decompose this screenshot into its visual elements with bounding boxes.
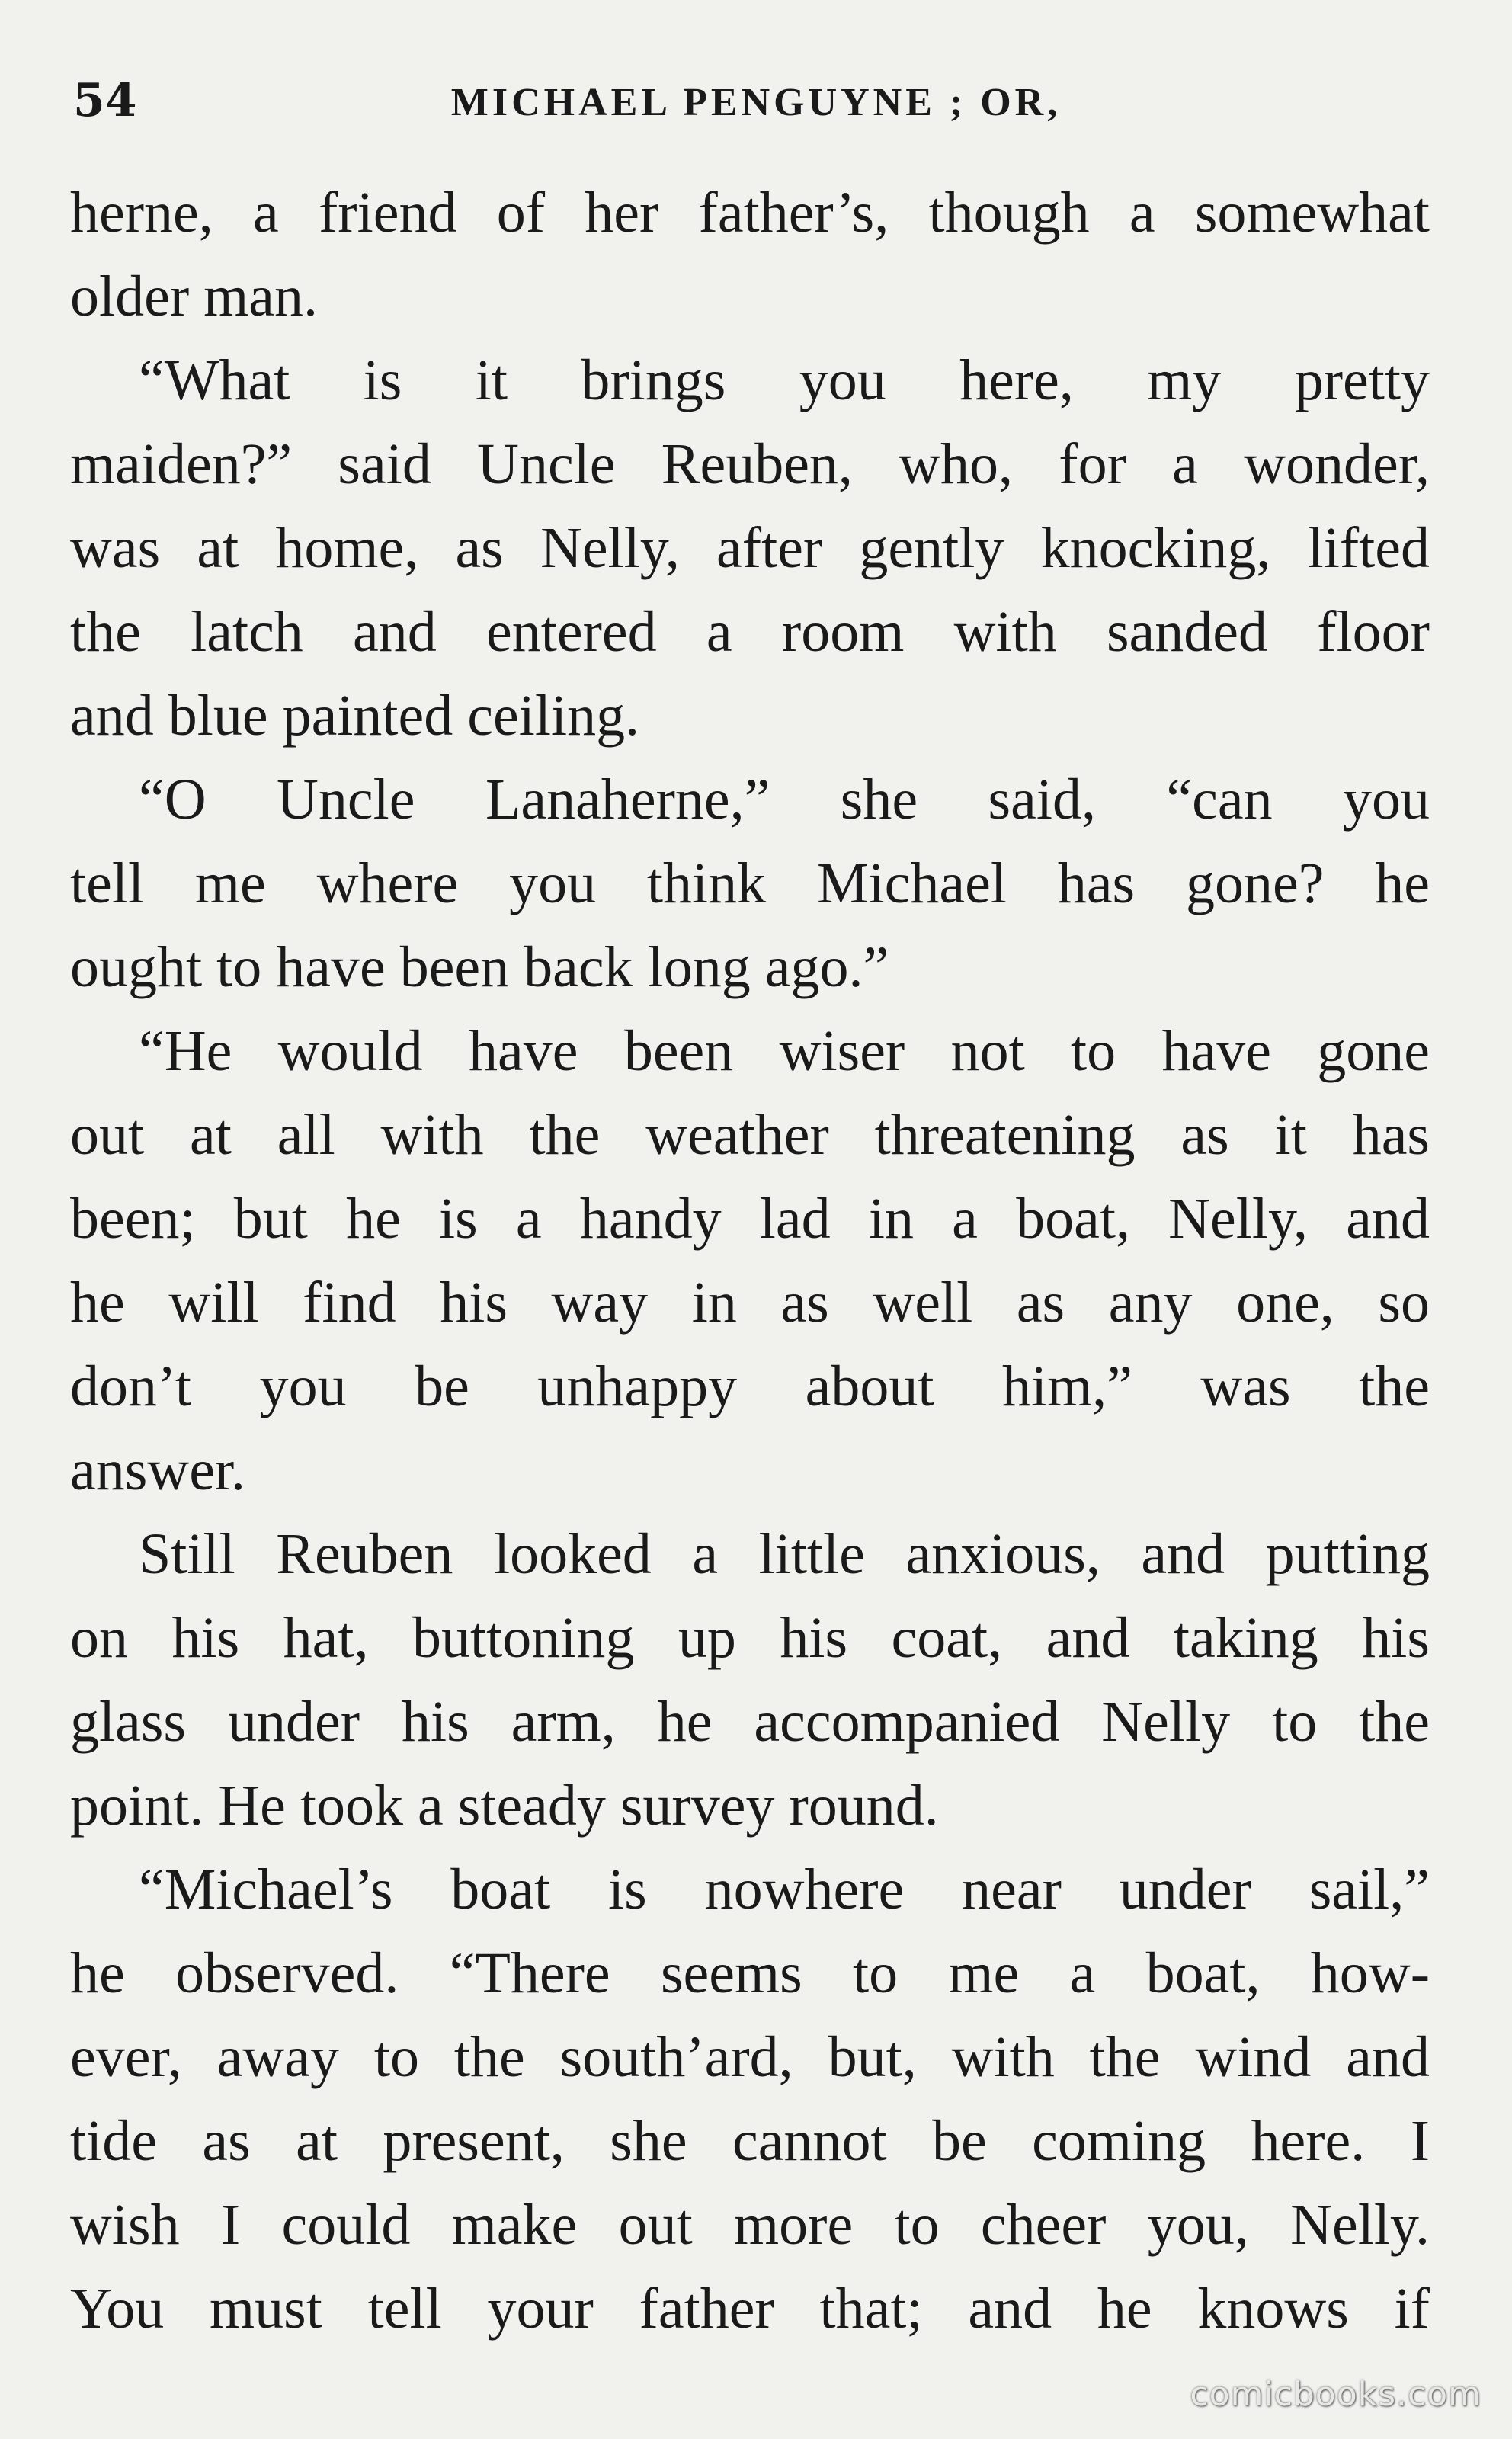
text-line: “Michael’s boat is nowhere near under sail,” xyxy=(139,1857,1430,1921)
page-number: 54 xyxy=(73,74,137,127)
text-line: “O Uncle Lanaherne,” she said, “can you xyxy=(139,768,1430,832)
text-line: out at all with the weather threatening as it has xyxy=(70,1103,1430,1167)
text-line: point. He took a steady survey round. xyxy=(70,1774,939,1838)
text-line: answer. xyxy=(70,1438,246,1502)
text-line: he observed. “There seems to me a boat, how- xyxy=(70,1941,1430,2005)
text-line: glass under his arm, he accompanied Nelly to the xyxy=(70,1690,1430,1754)
text-line: the latch and entered a room with sanded floor xyxy=(70,600,1430,664)
text-line: ever, away to the south’ard, but, with the wind and xyxy=(70,2025,1430,2089)
text-line: on his hat, buttoning up his coat, and taking his xyxy=(70,1606,1430,1670)
text-line: tide as at present, she cannot be coming here. I xyxy=(70,2109,1430,2173)
text-line: You must tell your father that; and he knows if xyxy=(70,2277,1430,2341)
text-line: herne, a friend of her father’s, though a somewhat xyxy=(70,181,1430,245)
text-line: was at home, as Nelly, after gently knocking, lifted xyxy=(70,516,1430,580)
text-line: been; but he is a handy lad in a boat, Nelly, and xyxy=(70,1187,1430,1251)
watermark: comicbooks.com xyxy=(1190,2375,1482,2414)
text-line: don’t you be unhappy about him,” was the xyxy=(70,1354,1430,1418)
text-line: “He would have been wiser not to have gone xyxy=(139,1019,1430,1083)
text-line: maiden?” said Uncle Reuben, who, for a wonder, xyxy=(70,432,1430,496)
text-line: tell me where you think Michael has gone? he xyxy=(70,851,1430,915)
text-line: ought to have been back long ago.” xyxy=(70,935,889,999)
running-head: MICHAEL PENGUYNE ; OR, xyxy=(450,81,1062,124)
text-line: wish I could make out more to cheer you, Nelly. xyxy=(70,2193,1430,2257)
text-line: and blue painted ceiling. xyxy=(70,684,640,748)
text-line: older man. xyxy=(70,264,319,329)
text-line: “What is it brings you here, my pretty xyxy=(139,348,1430,412)
body-text xyxy=(70,171,1430,2351)
text-line: he will find his way in as well as any one, so xyxy=(70,1271,1430,1335)
text-line: Still Reuben looked a little anxious, and putting xyxy=(139,1522,1430,1586)
